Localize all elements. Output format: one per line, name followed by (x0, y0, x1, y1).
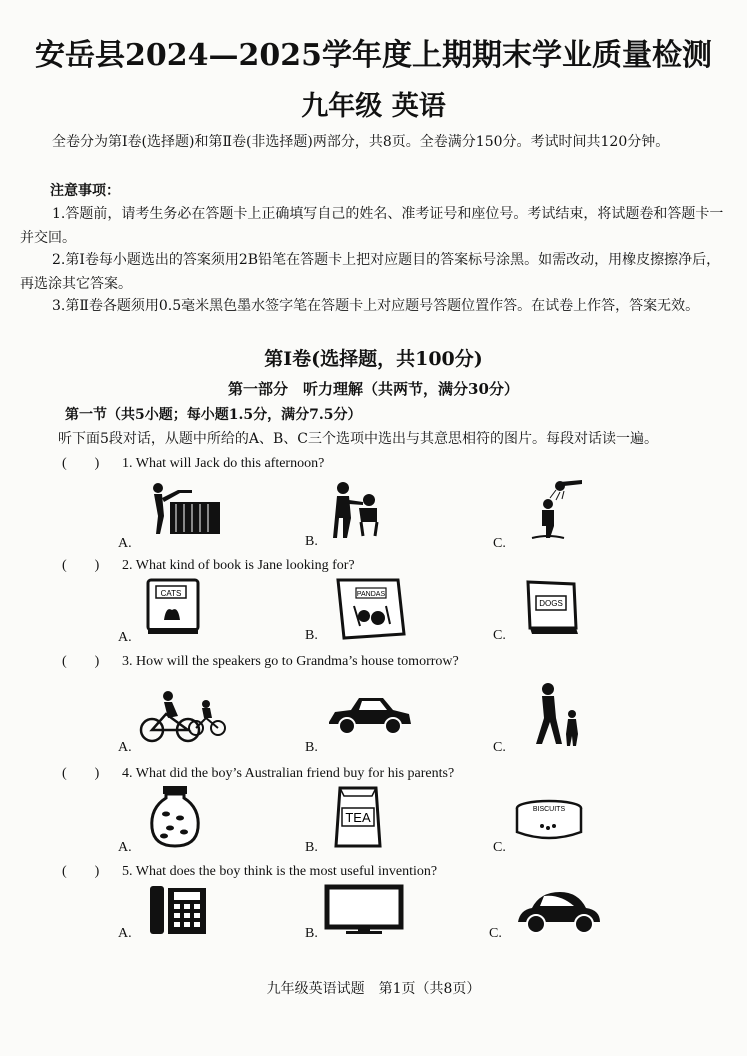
intro-paragraph (20, 130, 730, 154)
question-text: 5. What does the boy think is the most useful invention? (122, 864, 438, 879)
exam-title: 安岳县2024—2025学年度上期期末学业质量检测 (35, 38, 712, 73)
biscuit-tin-icon (514, 798, 584, 844)
notice-item-text: 2.第Ⅰ卷每小题选出的答案须用2B铅笔在答题卡上把对应题目的答案标号涂黑。如需改动，用橡皮擦擦净后，再选涂其它答案。 (20, 252, 721, 292)
notice-item-text: 3.第Ⅱ卷各题须用0.5毫米黑色墨水签字笔在答题卡上对应题号答题位置作答。在试卷上作答，答案无效。 (52, 298, 700, 314)
tin-label: BISCUITS (532, 806, 566, 813)
answer-bracket[interactable]: ( ) (62, 864, 100, 879)
answer-bracket[interactable]: ( ) (62, 558, 100, 573)
cats-book-icon (142, 576, 206, 638)
notice-item-3 (20, 294, 730, 318)
candy-jar-icon (148, 784, 202, 850)
question-text: 2. What kind of book is Jane looking for? (122, 558, 355, 573)
question-text: 1. What will Jack do this afternoon? (122, 456, 325, 471)
option-a-label: A. (118, 630, 132, 645)
option-a-label: A. (118, 926, 132, 941)
dogs-book-icon (522, 578, 582, 636)
notice-item-text: 1.答题前，请考生务必在答题卡上正确填写自己的姓名、准考证号和座位号。考试结束，将试题卷和答题卡一并交回。 (20, 206, 724, 246)
option-b-label: B. (305, 740, 318, 755)
painting-fence-icon (140, 476, 230, 536)
intro-text: 全卷分为第Ⅰ卷(选择题)和第Ⅱ卷(非选择题)两部分，共8页。全卷满分150分。考试时间共120分钟。 (52, 134, 670, 150)
question-4 (62, 762, 454, 782)
option-c-label: C. (489, 926, 502, 941)
question-text: 4. What did the boy’s Australian friend buy for his parents? (122, 766, 455, 781)
option-b-label: B. (305, 840, 318, 855)
notice-item-1 (20, 202, 730, 250)
notice-label: 注意事项： (50, 183, 120, 199)
section-title: 第Ⅰ卷(选择题，共100分) (264, 348, 483, 370)
answer-bracket[interactable]: ( ) (62, 766, 100, 781)
notice-item-2 (20, 248, 730, 296)
instruction-text: 听下面5段对话，从题中所给的A、B、C三个选项中选出与其意思相符的图片。每段对话读一遍。 (58, 431, 659, 447)
bicycles-icon (138, 688, 228, 744)
question-3 (62, 650, 459, 670)
book-label: PANDAS (356, 591, 386, 598)
television-icon (324, 884, 404, 936)
option-c-label: C. (493, 628, 506, 643)
subsection-title: 第一节（共5小题；每小题1.5分，满分7.5分） (65, 407, 362, 423)
answer-bracket[interactable]: ( ) (62, 654, 100, 669)
book-label: DOGS (539, 599, 563, 608)
telephone-icon (148, 884, 208, 936)
option-b-label: B. (305, 628, 318, 643)
exam-subtitle: 九年级 英语 (301, 91, 446, 122)
page-footer: 九年级英语试题 第1页（共8页） (266, 981, 481, 997)
question-text: 3. How will the speakers go to Grandma’s house tomorrow? (122, 654, 459, 669)
beetle-car-icon (514, 886, 604, 936)
part-title: 第一部分 听力理解（共两节，满分30分） (228, 380, 519, 398)
option-b-label: B. (305, 926, 318, 941)
walking-icon (528, 682, 588, 750)
option-b-label: B. (305, 534, 318, 549)
option-a-label: A. (118, 536, 132, 551)
option-a-label: A. (118, 840, 132, 855)
option-a-label: A. (118, 740, 132, 755)
question-1 (62, 452, 324, 472)
pandas-book-icon (334, 576, 414, 642)
question-2 (62, 554, 355, 574)
shower-icon (520, 476, 590, 542)
option-c-label: C. (493, 840, 506, 855)
option-c-label: C. (493, 536, 506, 551)
haircut-icon (325, 478, 385, 540)
question-5 (62, 860, 437, 880)
tea-bag-icon (330, 784, 386, 850)
car-icon (325, 692, 415, 738)
answer-bracket[interactable]: ( ) (62, 456, 100, 471)
book-label: CATS (160, 589, 182, 598)
package-label: TEA (345, 810, 371, 825)
option-c-label: C. (493, 740, 506, 755)
